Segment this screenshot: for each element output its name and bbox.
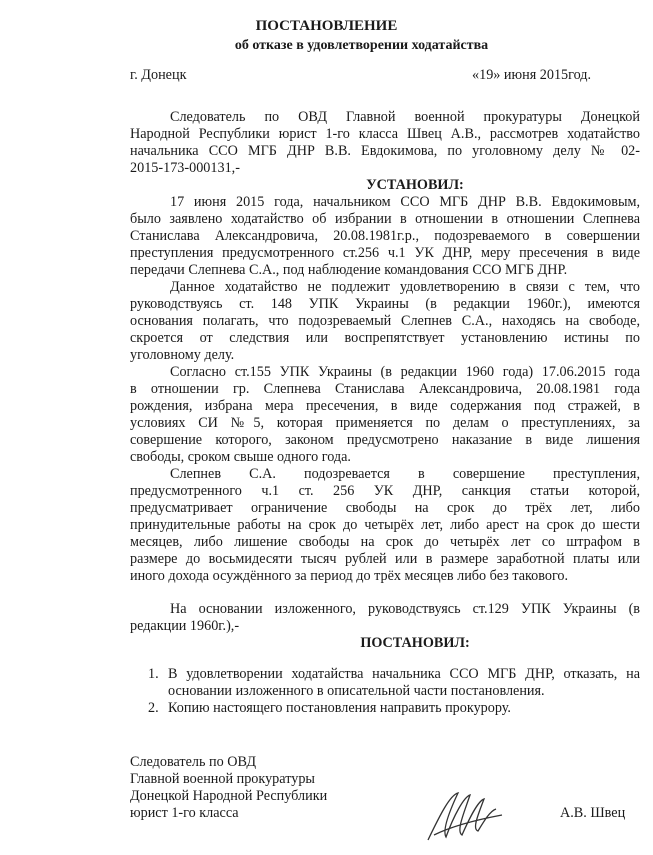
signature-block xyxy=(130,754,327,822)
text-line: размере до восьмидесяти тысяч рублей или в размере заработной платы или xyxy=(130,551,640,567)
signature-line: Следователь по ОВД xyxy=(130,754,257,770)
signature-line: Донецкой Народной Республики xyxy=(130,788,328,804)
text-line: рождения, избрана мера пресечения, в виде содержания под стражей, в xyxy=(130,398,640,414)
text-line: начальника ССО МГБ ДНР В.В. Евдокимова, по уголовному делу № 02- xyxy=(130,143,640,159)
text-line: месяцев, либо лишение свободы на срок до четырёх лет со штрафом в xyxy=(130,534,640,550)
basis-paragraph xyxy=(130,601,640,635)
text-line: Народной Республики юрист 1-го класса Швец А.В., рассмотрев ходатайство xyxy=(130,126,640,142)
document-title: ПОСТАНОВЛЕНИЕ xyxy=(255,18,398,34)
list-number: 2. xyxy=(148,700,159,716)
decision-list xyxy=(130,666,640,717)
text-line: 17 июня 2015 года, начальником ССО МГБ ДНР В.В. Евдокимовым, xyxy=(170,194,640,210)
document-subtitle: об отказе в удовлетворении ходатайства xyxy=(234,38,489,53)
list-item xyxy=(130,700,640,717)
list-item xyxy=(130,666,640,700)
text-line: передачи Слепнева С.А., под наблюдение командования ССО МГБ ДНР. xyxy=(130,262,568,278)
document-date: «19» июня 2015год. xyxy=(472,67,592,83)
section-heading-established: УСТАНОВИЛ: xyxy=(366,177,464,193)
text-line: скроется от следствия или воспрепятствует установлению истины по xyxy=(130,330,640,346)
signature-line: Главной военной прокуратуры xyxy=(130,771,315,787)
text-line: совершение которого, законом предусмотрено наказание в виде лишения xyxy=(130,432,640,448)
text-line: Копию настоящего постановления направить прокурору. xyxy=(168,700,511,716)
text-line: Станислава Александровича, 20.08.1981г.р., подозреваемого в совершении xyxy=(130,228,640,244)
text-line: На основании изложенного, руководствуясь ст.129 УПК Украины (в xyxy=(170,601,640,617)
text-line: Слепнев С.А. подозревается в совершение преступления, xyxy=(170,466,640,482)
signature-line: юрист 1-го класса xyxy=(130,805,239,821)
paragraph xyxy=(130,466,640,585)
text-line: предусмотренного ч.1 ст. 256 УК ДНР, санкция статьи которой, xyxy=(130,483,640,499)
list-number: 1. xyxy=(148,666,159,682)
text-line: В удовлетворении ходатайства начальника ССО МГБ ДНР, отказать, на xyxy=(168,666,640,682)
intro-paragraph xyxy=(130,109,640,177)
text-line: Данное ходатайство не подлежит удовлетворению в связи с тем, что xyxy=(170,279,640,295)
handwritten-signature xyxy=(420,785,510,850)
section-heading-resolved: ПОСТАНОВИЛ: xyxy=(360,635,470,651)
text-line: руководствуясь ст. 148 УПК Украины (в редакции 1960г.), имеются xyxy=(130,296,640,312)
text-line: в отношении гр. Слепнева Станислава Александровича, 20.08.1981 года xyxy=(130,381,640,397)
text-line: предусматривает ограничение свободы на срок до трёх лет, либо xyxy=(130,500,640,516)
text-line: уголовному делу. xyxy=(130,347,235,363)
text-line: 2015-173-000131,- xyxy=(130,160,240,176)
text-line: свободы, сроком свыше одного года. xyxy=(130,449,351,465)
text-line: Следователь по ОВД Главной военной прокуратуры Донецкой xyxy=(170,109,640,125)
text-line: преступления предусмотренного ст.256 ч.1 УК ДНР, меру пресечения в виде xyxy=(130,245,640,261)
text-line: принудительные работы на срок до четырёх лет, либо арест на срок до шести xyxy=(130,517,640,533)
text-line: иного дохода осуждённого за период до трёх месяцев либо без такового. xyxy=(130,568,569,584)
paragraph xyxy=(130,194,640,279)
paragraph xyxy=(130,279,640,364)
paragraph xyxy=(130,364,640,466)
text-line: было заявлено ходатайство об избрании в отношении в отношении Слепнева xyxy=(130,211,640,227)
text-line: условиях СИ №5, которая применяется по делам о преступлениях, за xyxy=(130,415,640,431)
text-line: основании изложенного в описательной части постановления. xyxy=(168,683,545,699)
text-line: редакции 1960г.),- xyxy=(130,618,240,634)
signatory-name: А.В. Швец xyxy=(560,805,626,821)
document-body xyxy=(130,109,640,717)
city: г. Донецк xyxy=(130,67,187,83)
text-line: Согласно ст.155 УПК Украины (в редакции 1960 года) 17.06.2015 года xyxy=(170,364,640,380)
text-line: основания полагать, что подозреваемый Слепнев С.А., находясь на свободе, xyxy=(130,313,640,329)
